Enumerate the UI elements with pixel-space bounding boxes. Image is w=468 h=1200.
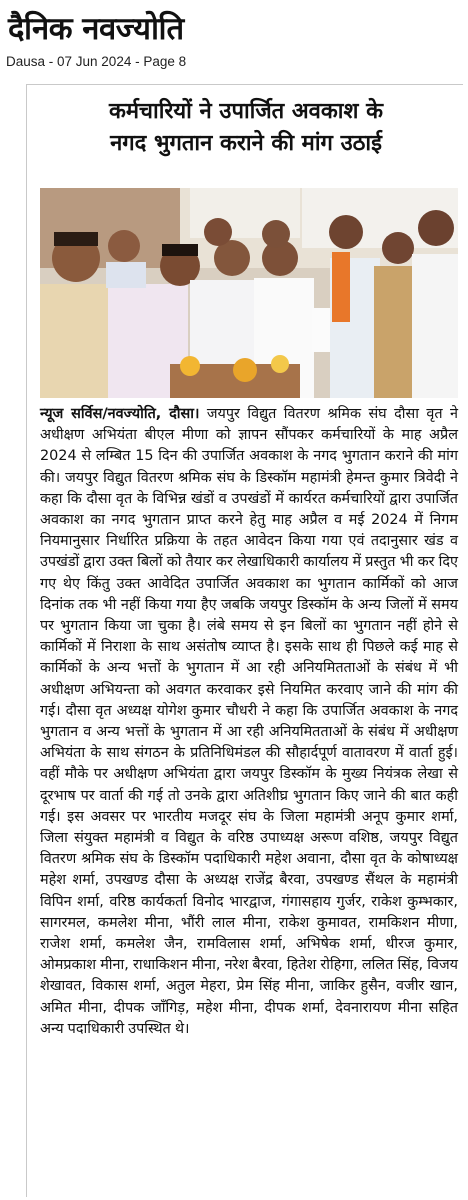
article-body — [40, 404, 458, 1040]
news-photo — [40, 188, 458, 398]
body-text: जयपुर विद्युत वितरण श्रमिक संघ दौसा वृत ने अधीक्षण अभियंता बीएल मीणा को ज्ञापन सौंपकर कर्मचारियों के माह अप्रैल 2024 से लम्बित 15 दिन की उपार्जित अवकाश के नगद भुगतान कराने की मांग की। जयपुर विद्युत वितरण श्रमिक संघ के डिस्कॉम महामंत्री हेमन्त कुमार त्रिवेदी ने कहा कि दौसा वृत के विभिन्न खंडों व उपखंडों में कार्यरत कर्मचारियों द्वारा उपार्जित अवकाश का नगद भुगतान प्राप्त करने हेतु माह अप्रैल व मई 2024 में निगम नियमानुसार निर्धारित प्रक्रिया के तहत आवेदन किया गया एवं तदानुसार खंड व उपखंडों द्वारा उक्त बिलों को तैयार कर लेखाधिकारी कार्यालय में प्रस्तुत भी कर दिए गए थेए किंतु उक्त आवेदित उपार्जित अवकाश का भुगतान कार्मिकों को आज दिनांक तक भी नहीं किया गया हैए जबकि जयपुर डिस्कॉम के अन्य जिलों में समय पर भुगतान किया जा चुका है। लंबे समय से इन बिलों का भुगतान नहीं होने से कार्मिकों में निराशा के साथ असंतोष व्याप्त है। इसके साथ ही पिछले कई माह से कार्मिकों के अन्य भत्तों के भुगतान में आ रही अनियमितताओं के संबंध में भी अधीक्षण अभियन्ता को अवगत करवाकर इसे नियमित करवाए जाने की मांग की गई। दौसा वृत अध्यक्ष योगेश कुमार चौधरी ने कहा कि उपार्जित अवकाश के नगद भुगतान व अन्य भत्तों के भुगतान में आ रही अनियमितताओं के संबंध में अधीक्षण अभियंता के साथ संगठन के प्रतिनिधिमंडल की सौहार्दपूर्ण वातावरण में वार्ता हुई। वहीं मौके पर अधीक्षण अभियंता द्वारा जयपुर डिस्कॉम के मुख्य नियंत्रक लेखा से दूरभाष पर वार्ता की गई तो उनके द्वारा अतिशीघ्र भुगतान किए जाने की बात कही गई। इस अवसर पर भारतीय मजदूर संघ के जिला महामंत्री अनूप कुमार शर्मा, जिला संयुक्त महामंत्री व विद्युत के वरिष्ठ उपाध्यक्ष अरूण वशिष्ठ, जयपुर विद्युत वितरण श्रमिक संघ के डिस्कॉम पदाधिकारी महेश अवाना, दौसा वृत के कोषाध्यक्ष महेश शर्मा, उपखण्ड दौसा के अध्यक्ष राजेंद्र बैरवा, उपखण्ड सैंथल के महामंत्री विपिन शर्मा, वरिष्ठ कार्यकर्ता विनोद भारद्वाज, गंगासहाय गुर्जर, राकेश कुम्भकार, सागरमल, कमलेश मीना, भौंरी लाल मीना, राकेश कुमावत, रामकिशन मीणा, राजेश शर्मा, कमलेश जैन, रामविलास शर्मा, अभिषेक शर्मा, धीरज कुमार, ओमप्रकाश मीना, राधाकिशन मीना, नरेश बैरवा, हितेश रोहिगा, ललित सिंह, विजय शेखावत, विकास शर्मा, अतुल मेहरा, प्रेम सिंह मीना, जाकिर हुसैन, वजीर खान, अमित मीना, दीपक जाँगिड़, महेश मीना, दीपक शर्मा, देवनारायण मीना सहित अन्य पदाधिकारी उपस्थित थे। — [40, 406, 458, 1037]
headline-line-1: कर्मचारियों ने उपार्जित अवकाश के — [108, 99, 384, 124]
headline — [30, 96, 462, 160]
edition-info: Dausa - 07 Jun 2024 - Page 8 — [6, 54, 187, 69]
headline-line-2: नगद भुगतान कराने की मांग उठाई — [110, 131, 382, 156]
masthead-title: दैनिक नवज्योति — [8, 11, 184, 47]
dateline: न्यूज सर्विस/नवज्योति, दौसा। — [40, 406, 200, 422]
